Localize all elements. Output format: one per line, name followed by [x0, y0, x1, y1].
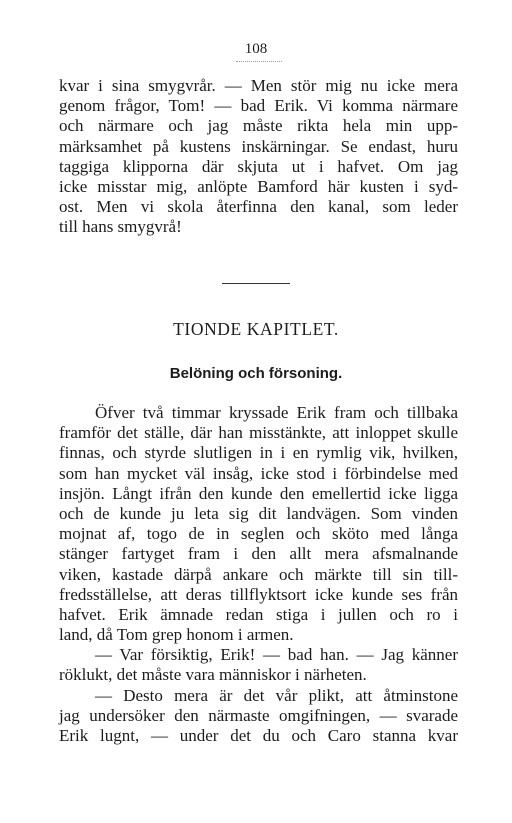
text-line: röklukt, det måste vara människor i närheten. — [59, 665, 367, 685]
text-line: framför det ställe, där han misstänkte, att inloppet skulle — [59, 423, 458, 443]
text-line: genom frågor, Tom! — bad Erik. Vi komma närmare — [59, 96, 458, 116]
text-line: icke misstar mig, anlöpte Bamford här kusten i syd- — [59, 176, 458, 196]
text-line: hafvet. Erik ämnade redan stiga i jullen och ro i — [59, 604, 458, 624]
text-line: ost. Men vi skola återfinna den kanal, som leder — [59, 197, 458, 217]
section-separator-rule — [222, 283, 290, 284]
text-line: märksamhet på kustens inskärningar. Se endast, huru — [59, 136, 458, 156]
text-line: finnas, och styrde slutligen in i en rymlig vik, hvilken, — [59, 443, 458, 463]
text-line: insjön. Långt ifrån den kunde den emellertid icke ligga — [59, 483, 458, 503]
paragraph-2 — [59, 403, 458, 746]
text-line: — Desto mera är det vår plikt, att åtminstone — [95, 685, 458, 705]
text-line: viken, kastade därpå ankare och märkte till sin till- — [59, 564, 458, 584]
text-line: Öfver två timmar kryssade Erik fram och tillbaka — [95, 403, 458, 422]
text-line: taggiga klipporna där skjuta ut i hafvet. Om jag — [59, 156, 458, 176]
text-line: fredsställelse, att deras tillflyktsort icke kunde ses från — [59, 584, 458, 604]
paragraph-1 — [59, 76, 458, 238]
text-line: jag undersöker den närmaste omgifningen, — svarade — [59, 705, 458, 725]
text-line: land, då Tom grep honom i armen. — [59, 625, 294, 645]
text-line: som han mycket väl insåg, icke stod i förbindelse med — [59, 463, 458, 483]
text-line: — Var försiktig, Erik! — bad han. — Jag känner — [95, 645, 458, 665]
text-line: och närmare och jag måste rikta hela min upp- — [59, 116, 458, 136]
text-line: Erik lugnt, — under det du och Caro stanna kvar — [59, 726, 458, 745]
text-line: stänger fartyget fram i den allt mera afsmalnande — [59, 544, 458, 564]
text-line: till hans smygvrå! — [59, 217, 182, 237]
chapter-title: TIONDE KAPITLET. — [173, 319, 339, 339]
text-line: kvar i sina smygvrår. — Men stör mig nu icke mera — [59, 76, 458, 95]
chapter-heading: Belöning och försoning. — [169, 365, 343, 382]
text-line: mojnat af, togo de in seglen och sköto med långa — [59, 524, 458, 544]
page-number-underline — [236, 61, 282, 62]
page-number: 108 — [244, 41, 268, 57]
text-line: och de kunde ju leta sig dit landvägen. Som vinden — [59, 503, 458, 523]
